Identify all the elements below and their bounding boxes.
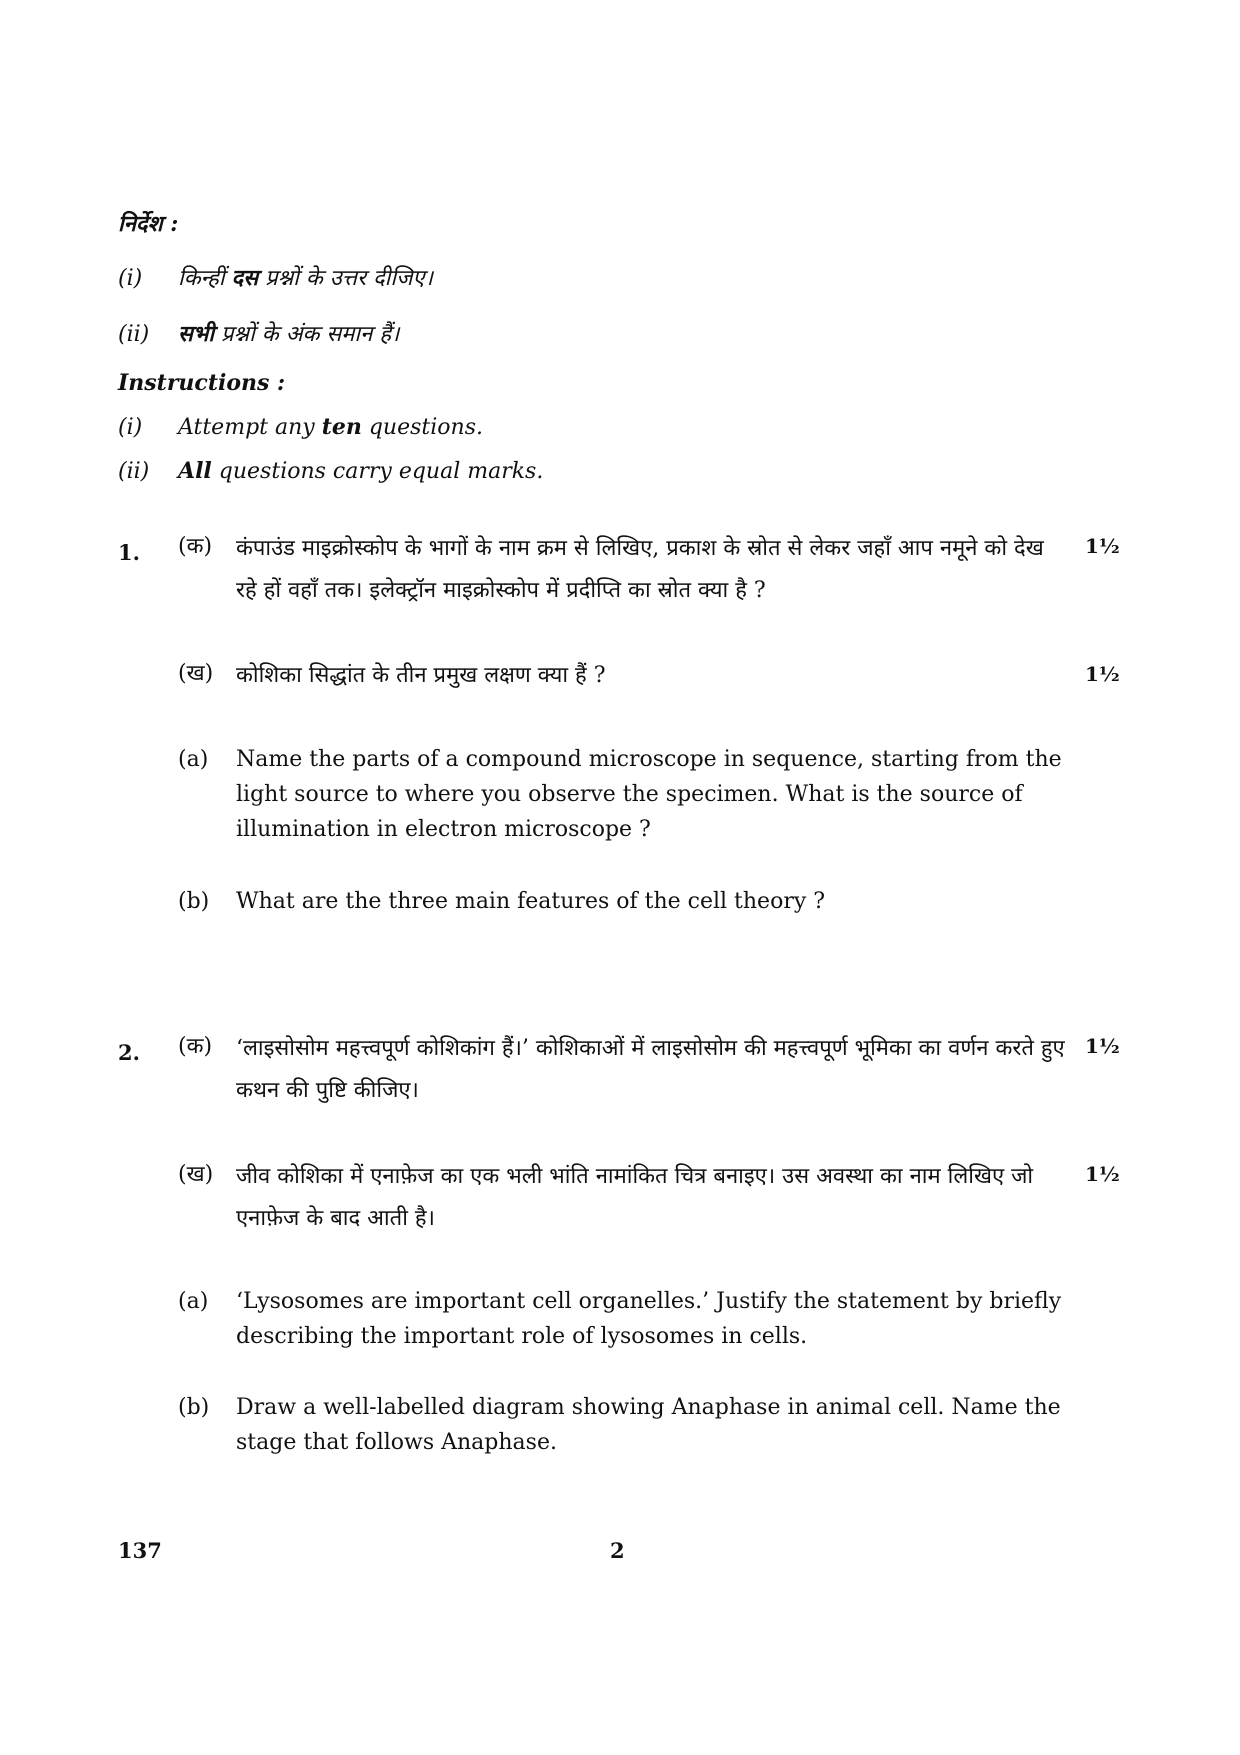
sub-label: (क) [178,1034,213,1059]
hindi-instructions-heading [118,208,1018,238]
question-1-english-a [178,742,1068,847]
question-2-hindi-a [178,1028,1068,1112]
sub-label: (a) [178,747,209,772]
question-2-hindi-b [178,1156,1068,1240]
sub-label: (b) [178,889,210,914]
sub-label: (a) [178,1289,209,1314]
marks-label: 1½ [1085,1034,1120,1058]
question-number: 2. [118,1040,140,1065]
marks-label: 1½ [1085,662,1120,686]
instruction-number: (ii) [118,322,150,347]
sub-text: What are the three main features of the cell theory ? [236,889,826,914]
marks-label: 1½ [1085,1162,1120,1186]
sub-text: ‘लाइसोसोम महत्त्वपूर्ण कोशिकांग हैं।’ कोशिकाओं में लाइसोसोम की महत्त्वपूर्ण भूमिका का वर्णन करते हुए कथन की पुष्टि कीजिए। [236,1036,1065,1103]
sub-text: Draw a well-labelled diagram showing Anaphase in animal cell. Name the stage that follows Anaphase. [236,1395,1061,1455]
english-instructions-heading [118,370,1018,396]
english-instruction-1 [118,414,483,440]
marks-label: 1½ [1085,534,1120,558]
english-heading-text: Instructions : [118,370,286,396]
paper-code: 137 [118,1538,162,1563]
hindi-heading-text: निर्देश : [118,211,179,237]
instruction-text-bold: दस [231,265,259,291]
instruction-text-bold: ten [321,414,362,440]
question-2-english-a [178,1284,1068,1354]
sub-label: (क) [178,534,213,559]
page-number: 2 [610,1538,625,1563]
instruction-text-after: questions. [361,415,483,440]
question-2-english-b [178,1390,1068,1460]
sub-label: (ख) [178,661,214,686]
question-1-english-b [178,884,1068,919]
instruction-text-bold: All [178,458,212,484]
instruction-text-before: किन्हीं [178,266,232,291]
instruction-text-after: प्रश्नों के अंक समान हैं। [214,322,400,347]
instruction-text-before: Attempt any [178,415,322,440]
instruction-text-bold: सभी [178,321,215,347]
sub-text: कंपाउंड माइक्रोस्कोप के भागों के नाम क्रम से लिखिए, प्रकाश के स्रोत से लेकर जहाँ आप नमूने को देख रहे हों वहाँ तक। इलेक्ट्रॉन माइक्रोस्कोप में प्रदीप्ति का स्रोत क्या है ? [236,536,1044,603]
instruction-number: (i) [118,415,143,440]
question-number: 1. [118,540,140,565]
sub-text: कोशिका सिद्धांत के तीन प्रमुख लक्षण क्या हैं ? [236,663,606,688]
sub-label: (ख) [178,1162,214,1187]
question-1-hindi-b [178,655,1068,697]
instruction-text-after: प्रश्नों के उत्तर दीजिए। [258,266,433,291]
sub-label: (b) [178,1395,210,1420]
hindi-instruction-2 [118,318,399,348]
sub-text: Name the parts of a compound microscope in sequence, starting from the light source to where you observe the specimen. What is the source of illumination in electron microscope ? [236,747,1062,842]
instruction-number: (ii) [118,459,150,484]
sub-text: ‘Lysosomes are important cell organelles.’ Justify the statement by briefly describing the important role of lysosomes in cells. [236,1289,1062,1349]
sub-text: जीव कोशिका में एनाफ़ेज का एक भली भांति नामांकित चित्र बनाइए। उस अवस्था का नाम लिखिए जो एनाफ़ेज के बाद आती है। [236,1164,1034,1231]
instruction-text-after: questions carry equal marks. [211,459,544,484]
hindi-instruction-1 [118,262,433,292]
instruction-number: (i) [118,266,143,291]
question-1-hindi-a [178,528,1068,612]
english-instruction-2 [118,458,543,484]
